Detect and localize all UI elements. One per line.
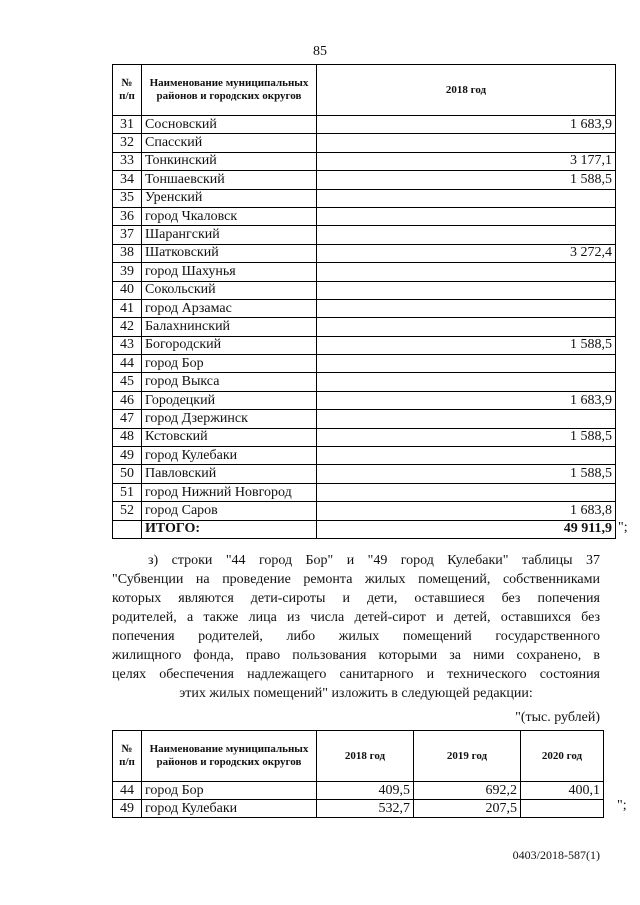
row-value-2018 — [317, 410, 616, 428]
paragraph-line: которых являются дети-сироты и дети, оставшиеся без попечения — [112, 591, 600, 606]
row-number: 49 — [113, 800, 142, 818]
page-number: 85 — [313, 44, 327, 59]
row-number: 40 — [113, 281, 142, 299]
row-value-2018: 1 683,8 — [317, 502, 616, 520]
row-name: город Арзамас — [142, 299, 317, 317]
row-name: город Шахунья — [142, 263, 317, 281]
second-table — [112, 730, 604, 818]
row-value-2018: 532,7 — [317, 800, 414, 818]
row-value-2018: 3 177,1 — [317, 152, 616, 170]
table-row — [113, 263, 616, 281]
row-value-2020 — [521, 800, 604, 818]
row-value-2019: 207,5 — [414, 800, 521, 818]
table-row — [113, 134, 616, 152]
row-number: 47 — [113, 410, 142, 428]
paragraph-line: этих жилых помещений" изложить в следующей редакции: — [179, 686, 533, 701]
table-row — [113, 391, 616, 409]
table-row — [113, 189, 616, 207]
row-value-2018 — [317, 355, 616, 373]
header-num: № п/п — [113, 731, 142, 782]
row-number: 31 — [113, 116, 142, 134]
row-name: Уренский — [142, 189, 317, 207]
header-year-2019: 2019 год — [414, 731, 521, 782]
row-value-2018 — [317, 281, 616, 299]
table-row — [113, 281, 616, 299]
row-value-2018 — [317, 263, 616, 281]
closing-quote-mark: "; — [618, 520, 628, 535]
row-value-2018 — [317, 299, 616, 317]
total-row — [113, 520, 616, 538]
row-number: 34 — [113, 171, 142, 189]
document-code: 0403/2018-587(1) — [512, 848, 600, 862]
row-value-2018 — [317, 134, 616, 152]
row-value-2018 — [317, 226, 616, 244]
header-name: Наименование муниципальных районов и городских округов — [142, 65, 317, 116]
row-name: город Выкса — [142, 373, 317, 391]
units-label: "(тыс. рублей) — [515, 710, 600, 725]
row-number: 39 — [113, 263, 142, 281]
row-number: 49 — [113, 447, 142, 465]
row-value-2018: 1 588,5 — [317, 465, 616, 483]
row-number: 35 — [113, 189, 142, 207]
closing-quote-mark: "; — [617, 798, 627, 813]
row-number: 46 — [113, 391, 142, 409]
row-number: 48 — [113, 428, 142, 446]
table-row — [113, 428, 616, 446]
row-name: Городецкий — [142, 391, 317, 409]
table-row — [113, 355, 616, 373]
header-num: № п/п — [113, 65, 142, 116]
total-num-cell — [113, 520, 142, 538]
paragraph-line: жилищного фонда, право пользования которыми за ними сохранено, в — [112, 648, 600, 663]
table-row — [113, 782, 604, 800]
table-row — [113, 171, 616, 189]
row-name: Тонкинский — [142, 152, 317, 170]
row-value-2018: 409,5 — [317, 782, 414, 800]
table-row — [113, 373, 616, 391]
row-value-2018 — [317, 189, 616, 207]
row-number: 52 — [113, 502, 142, 520]
row-value-2019: 692,2 — [414, 782, 521, 800]
total-label: ИТОГО: — [142, 520, 317, 538]
table-row — [113, 447, 616, 465]
paragraph-line: попечения родителей, либо жилых помещений государственного — [112, 629, 600, 644]
table-row — [113, 299, 616, 317]
main-table-body — [113, 116, 616, 521]
row-number: 33 — [113, 152, 142, 170]
row-value-2018: 1 683,9 — [317, 116, 616, 134]
row-name: Павловский — [142, 465, 317, 483]
table-row — [113, 502, 616, 520]
row-name: Шарангский — [142, 226, 317, 244]
header-year-2020: 2020 год — [521, 731, 604, 782]
table-row — [113, 152, 616, 170]
row-number: 44 — [113, 355, 142, 373]
row-name: Спасский — [142, 134, 317, 152]
table-header-row — [113, 731, 604, 782]
row-value-2018 — [317, 447, 616, 465]
row-value-2018 — [317, 373, 616, 391]
row-name: город Бор — [142, 782, 317, 800]
row-number: 32 — [113, 134, 142, 152]
row-name: Тоншаевский — [142, 171, 317, 189]
paragraph-line: родителей, а также лица из числа детей-сирот и детей, оставшихся без — [112, 610, 600, 625]
header-year-2018: 2018 год — [317, 731, 414, 782]
row-value-2018 — [317, 483, 616, 501]
row-name: Сокольский — [142, 281, 317, 299]
table-row — [113, 800, 604, 818]
header-year-2018: 2018 год — [317, 65, 616, 116]
paragraph-line: целях обеспечения надлежащего санитарного и технического состояния — [112, 667, 600, 682]
row-number: 44 — [113, 782, 142, 800]
table-row — [113, 226, 616, 244]
table-row — [113, 244, 616, 262]
row-name: город Саров — [142, 502, 317, 520]
amendment-paragraph — [112, 551, 600, 703]
row-name: Богородский — [142, 336, 317, 354]
row-value-2018 — [317, 318, 616, 336]
table-row — [113, 483, 616, 501]
row-value-2018: 1 588,5 — [317, 171, 616, 189]
row-value-2018: 1 683,9 — [317, 391, 616, 409]
row-name: Кстовский — [142, 428, 317, 446]
row-number: 51 — [113, 483, 142, 501]
row-name: город Бор — [142, 355, 317, 373]
table-row — [113, 318, 616, 336]
second-table-body — [113, 782, 604, 818]
table-row — [113, 410, 616, 428]
row-name: город Дзержинск — [142, 410, 317, 428]
row-number: 36 — [113, 207, 142, 225]
total-value: 49 911,9 — [317, 520, 616, 538]
table-row — [113, 207, 616, 225]
row-name: Сосновский — [142, 116, 317, 134]
row-name: город Кулебаки — [142, 447, 317, 465]
table-row — [113, 465, 616, 483]
row-name: Шатковский — [142, 244, 317, 262]
header-name: Наименование муниципальных районов и городских округов — [142, 731, 317, 782]
row-value-2018 — [317, 207, 616, 225]
paragraph-line: з) строки "44 город Бор" и "49 город Кулебаки" таблицы 37 — [148, 553, 600, 568]
row-number: 41 — [113, 299, 142, 317]
row-name: город Кулебаки — [142, 800, 317, 818]
main-table — [112, 64, 616, 539]
row-name: город Нижний Новгород — [142, 483, 317, 501]
row-number: 50 — [113, 465, 142, 483]
row-value-2018: 1 588,5 — [317, 428, 616, 446]
row-value-2020: 400,1 — [521, 782, 604, 800]
row-name: город Чкаловск — [142, 207, 317, 225]
row-value-2018: 1 588,5 — [317, 336, 616, 354]
table-header-row — [113, 65, 616, 116]
row-number: 37 — [113, 226, 142, 244]
row-number: 38 — [113, 244, 142, 262]
row-name: Балахнинский — [142, 318, 317, 336]
row-number: 42 — [113, 318, 142, 336]
table-row — [113, 116, 616, 134]
row-value-2018: 3 272,4 — [317, 244, 616, 262]
row-number: 45 — [113, 373, 142, 391]
paragraph-line: "Субвенции на проведение ремонта жилых помещений, собственниками — [112, 572, 600, 587]
table-row — [113, 336, 616, 354]
row-number: 43 — [113, 336, 142, 354]
